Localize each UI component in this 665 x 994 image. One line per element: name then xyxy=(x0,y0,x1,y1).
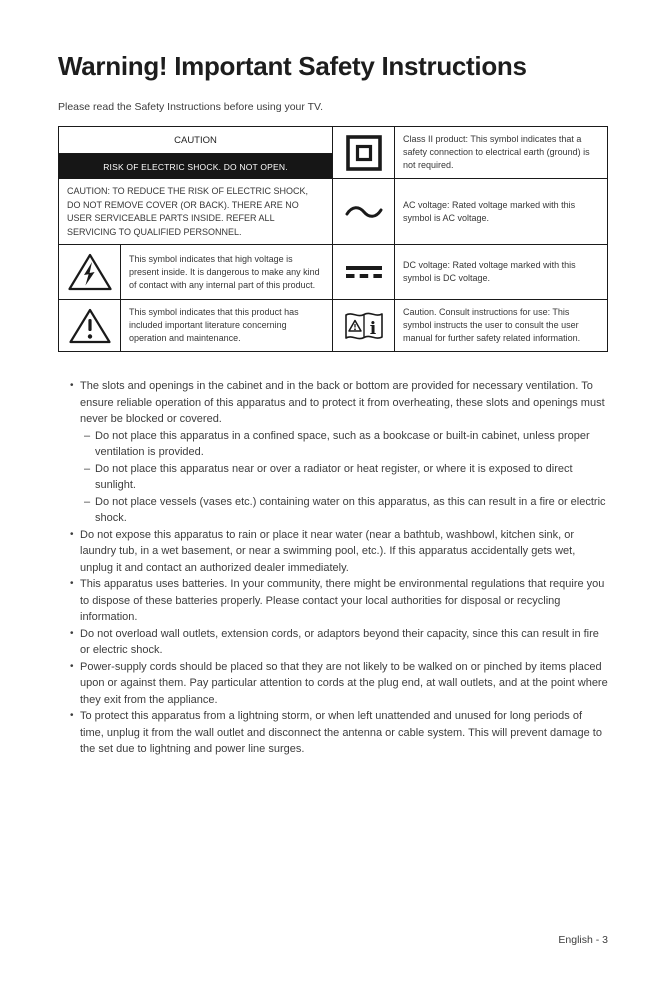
table-row xyxy=(333,245,607,300)
instruction-text: To protect this apparatus from a lightning storm, or when left unattended and unused for long periods of time, unplug it from the wall outlet and disconnect the antenna or cable system. This will prevent damage to the set due to lightning and power line surges. xyxy=(80,710,602,755)
class2-double-square-icon xyxy=(333,127,395,178)
instruction-text: Power-supply cords should be placed so that they are not likely to be walked on or pinched by items placed upon or against them. Pay particular attention to cords at the plug end, at wall outlets, and at the point where they exit from the appliance. xyxy=(80,660,608,706)
page-title: Warning! Important Safety Instructions xyxy=(58,51,527,81)
table-row xyxy=(333,300,607,351)
symbol-description: This symbol indicates that this product has included important literature concerning operation and maintenance. xyxy=(129,307,299,343)
caution-header-cell: CAUTION xyxy=(59,127,332,154)
list-item xyxy=(70,626,608,659)
dash-glyph: – xyxy=(84,495,91,508)
ac-voltage-icon xyxy=(333,179,395,244)
intro-text: Please read the Safety Instructions before using your TV. xyxy=(58,101,323,113)
sub-list-item xyxy=(84,494,608,527)
sub-list-item xyxy=(84,461,608,494)
symbol-description: Class II product: This symbol indicates that a safety connection to electrical earth (ground) is not required. xyxy=(403,134,590,170)
sub-instruction-text: Do not place this apparatus near or over a radiator or heat register, or where it is exposed to direct sunlight. xyxy=(95,462,573,491)
bullet-glyph: • xyxy=(70,578,74,589)
sub-instruction-text: Do not place this apparatus in a confined space, such as a bookcase or built-in cabinet, unless proper ventilation is provided. xyxy=(95,429,590,458)
bullet-glyph: • xyxy=(70,660,74,672)
instruction-list xyxy=(70,378,608,758)
instruction-text: Do not expose this apparatus to rain or place it near water (near a bathtub, washbowl, kitchen sink, or laundry tub, in a wet basement, or near a swimming pool, etc.). If this apparatus accidentally gets wet, unplug it and contact an authorized dealer immediately. xyxy=(80,528,576,574)
risk-banner-cell: RISK OF ELECTRIC SHOCK. DO NOT OPEN. xyxy=(59,154,332,179)
bullet-glyph: • xyxy=(70,710,74,721)
table-row xyxy=(59,300,332,351)
safety-symbol-table xyxy=(58,126,608,352)
bullet-glyph: • xyxy=(70,380,74,391)
dc-voltage-icon xyxy=(333,245,395,299)
caution-text-cell: CAUTION: TO REDUCE THE RISK OF ELECTRIC SHOCK, DO NOT REMOVE COVER (OR BACK). THERE ARE NO USER SERVICEABLE PARTS INSIDE. REFER ALL SERVICING TO QUALIFIED PERSONNEL. xyxy=(59,179,332,245)
svg-text:i: i xyxy=(369,318,376,339)
table-row xyxy=(59,245,332,300)
instruction-text: The slots and openings in the cabinet and in the back or bottom are provided for necessary ventilation. To ensure reliable operation of this apparatus and to protect it from overheating, these slots and openings must never be blocked or covered. xyxy=(80,380,605,425)
symbol-description: This symbol indicates that high voltage is present inside. It is dangerous to make any kind of contact with any internal part of this product. xyxy=(129,253,320,290)
list-item xyxy=(70,527,608,577)
sub-instruction-text: Do not place vessels (vases etc.) containing water on this apparatus, as this can result in a fire or electric shock. xyxy=(95,495,606,524)
list-item xyxy=(70,659,608,709)
dash-glyph: – xyxy=(84,462,91,475)
consult-manual-icon xyxy=(333,300,395,351)
symbol-description: DC voltage: Rated voltage marked with this symbol is DC voltage. xyxy=(403,260,576,283)
page-number: English - 3 xyxy=(558,934,608,946)
bullet-glyph: • xyxy=(70,627,74,639)
exclamation-triangle-icon xyxy=(59,300,121,351)
instruction-text: This apparatus uses batteries. In your community, there might be environmental regulations that require you to dispose of these batteries properly. Please contact your local authorities for disposal or recycling information. xyxy=(80,578,605,623)
bullet-glyph: • xyxy=(70,528,74,540)
table-right-half xyxy=(333,127,607,351)
table-row xyxy=(333,179,607,245)
symbol-description: Caution. Consult instructions for use: This symbol instructs the user to consult the user manual for further safety related information. xyxy=(403,307,581,343)
table-left-half xyxy=(59,127,333,351)
instruction-text: Do not overload wall outlets, extension cords, or adaptors beyond their capacity, since this can result in fire or electric shock. xyxy=(80,627,599,656)
page-content xyxy=(0,50,665,758)
symbol-description: AC voltage: Rated voltage marked with this symbol is AC voltage. xyxy=(403,199,576,223)
list-item xyxy=(70,576,608,626)
dash-glyph: – xyxy=(84,429,91,442)
list-item xyxy=(70,378,608,527)
sub-list-item xyxy=(84,428,608,461)
high-voltage-triangle-icon xyxy=(59,245,121,299)
table-row xyxy=(333,127,607,179)
list-item xyxy=(70,708,608,758)
